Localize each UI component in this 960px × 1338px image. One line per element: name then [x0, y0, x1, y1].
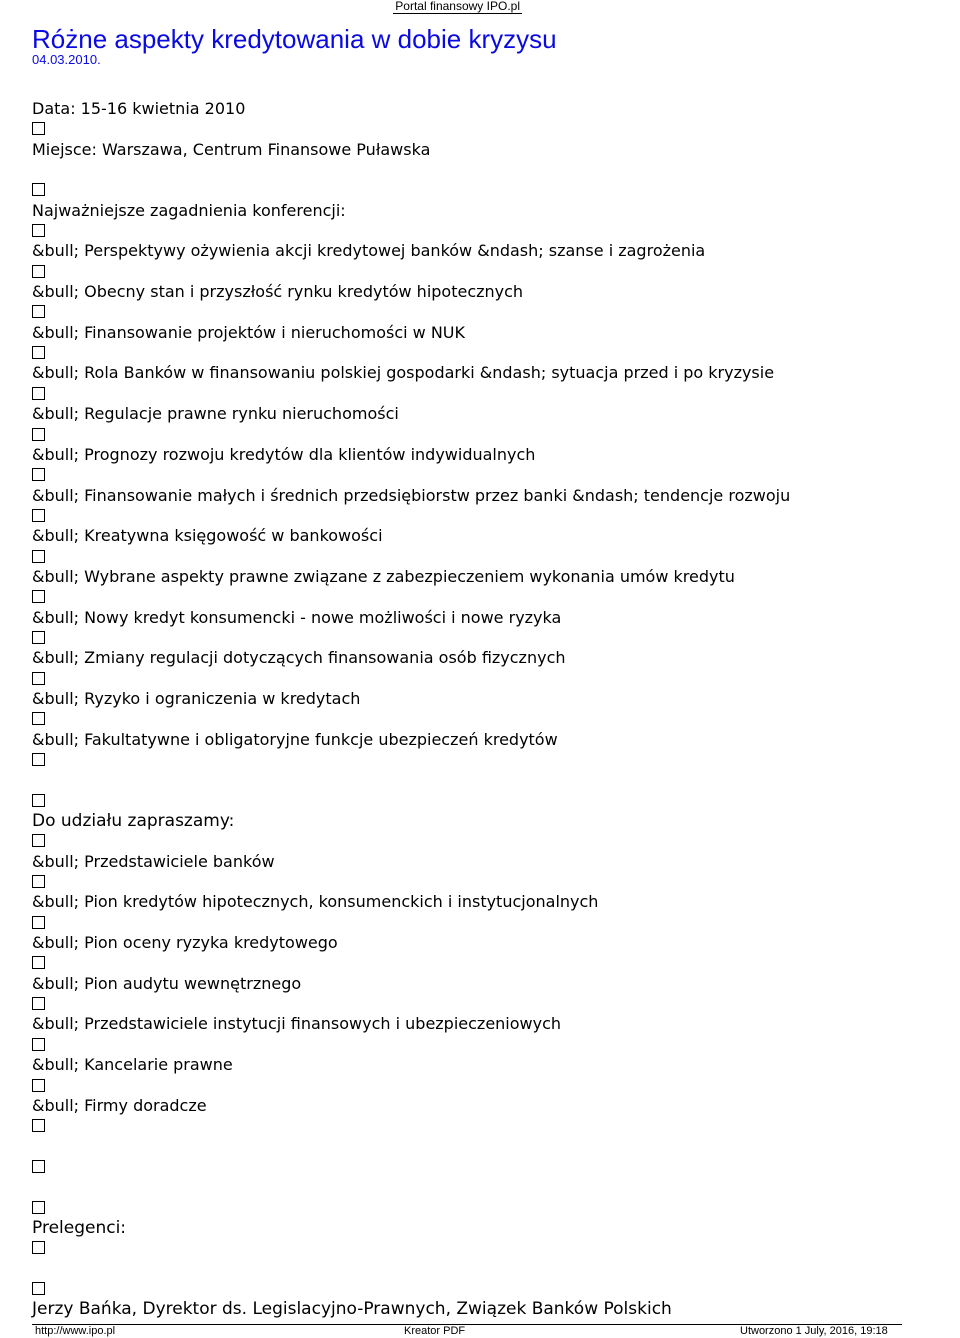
event-location: Miejsce: Warszawa, Centrum Finansowe Puławska — [32, 139, 431, 159]
placeholder-box-icon — [32, 791, 932, 811]
placeholder-box-icon — [32, 709, 932, 729]
blank-line — [32, 160, 932, 180]
placeholder-box-icon — [32, 262, 932, 282]
placeholder-box-icon — [32, 1157, 932, 1177]
placeholder-box-icon — [32, 628, 932, 648]
topic-item: &bull; Prognozy rozwoju kredytów dla klientów indywidualnych — [32, 444, 536, 464]
site-name-header: Portal finansowy IPO.pl — [395, 0, 520, 13]
event-date: Data: 15-16 kwietnia 2010 — [32, 99, 246, 118]
footer-url: http://www.ipo.pl — [35, 1325, 116, 1337]
topic-item: &bull; Zmiany regulacji dotyczących finansowania osób fizycznych — [32, 648, 566, 668]
placeholder-box-icon — [32, 384, 932, 404]
topic-item: &bull; Wybrane aspekty prawne związane z zabezpieczeniem wykonania umów kredytu — [32, 566, 735, 586]
placeholder-box-icon — [32, 302, 932, 322]
placeholder-box-icon — [32, 750, 932, 770]
placeholder-box-icon — [32, 465, 932, 485]
placeholder-box-icon — [32, 119, 932, 139]
invitee-item: &bull; Pion kredytów hipotecznych, konsumenckich i instytucjonalnych — [32, 892, 599, 912]
topic-item: &bull; Ryzyko i ograniczenia w kredytach — [32, 688, 361, 708]
placeholder-box-icon — [32, 221, 932, 241]
topic-item: &bull; Obecny stan i przyszłość rynku kredytów hipotecznych — [32, 282, 524, 302]
footer-generator: Kreator PDF — [404, 1325, 466, 1337]
article-date: 04.03.2010. — [32, 52, 101, 67]
topic-item: &bull; Fakultatywne i obligatoryjne funkcje ubezpieczeń kredytów — [32, 729, 558, 749]
placeholder-box-icon — [32, 547, 932, 567]
speaker-item: Jerzy Bańka, Dyrektor ds. Legislacyjno-Prawnych, Związek Banków Polskich — [32, 1299, 672, 1320]
blank-line — [32, 1177, 932, 1197]
topic-item: &bull; Finansowanie projektów i nieruchomości w NUK — [32, 322, 465, 342]
topic-item: &bull; Nowy kredyt konsumencki - nowe możliwości i nowe ryzyka — [32, 607, 562, 627]
footer-created: Utworzono 1 July, 2016, 19:18 — [740, 1325, 888, 1337]
invitee-item: &bull; Firmy doradcze — [32, 1095, 207, 1115]
page-footer — [0, 1324, 960, 1338]
blank-line — [32, 770, 932, 790]
placeholder-box-icon — [32, 953, 932, 973]
placeholder-box-icon — [32, 1198, 932, 1218]
placeholder-box-icon — [32, 425, 932, 445]
placeholder-box-icon — [32, 1035, 932, 1055]
topic-item: &bull; Finansowanie małych i średnich przedsiębiorstw przez banki &ndash; tendencje rozwoju — [32, 485, 791, 505]
placeholder-box-icon — [32, 587, 932, 607]
invitee-item: &bull; Pion oceny ryzyka kredytowego — [32, 933, 338, 953]
article-title: Różne aspekty kredytowania w dobie kryzysu — [32, 24, 557, 54]
blank-line — [32, 1137, 932, 1157]
topic-item: &bull; Rola Banków w finansowaniu polskiej gospodarki &ndash; sytuacja przed i po kryzysie — [32, 363, 775, 383]
invitee-item: &bull; Przedstawiciele banków — [32, 851, 275, 871]
placeholder-box-icon — [32, 1279, 932, 1299]
placeholder-box-icon — [32, 180, 932, 200]
topic-item: &bull; Kreatywna księgowość w bankowości — [32, 526, 383, 546]
invite-heading: Do udziału zapraszamy: — [32, 811, 235, 832]
topics-heading: Najważniejsze zagadnienia konferencji: — [32, 200, 346, 220]
placeholder-box-icon — [32, 831, 932, 851]
article-body — [32, 99, 932, 1320]
topic-item: &bull; Regulacje prawne rynku nieruchomości — [32, 404, 399, 424]
placeholder-box-icon — [32, 506, 932, 526]
invitee-item: &bull; Przedstawiciele instytucji finansowych i ubezpieczeniowych — [32, 1014, 562, 1034]
speakers-heading: Prelegenci: — [32, 1217, 127, 1238]
placeholder-box-icon — [32, 1238, 932, 1258]
placeholder-box-icon — [32, 913, 932, 933]
invitee-item: &bull; Kancelarie prawne — [32, 1055, 233, 1075]
placeholder-box-icon — [32, 343, 932, 363]
invitee-item: &bull; Pion audytu wewnętrznego — [32, 973, 302, 993]
placeholder-box-icon — [32, 994, 932, 1014]
placeholder-box-icon — [32, 1116, 932, 1136]
placeholder-box-icon — [32, 1076, 932, 1096]
topic-item: &bull; Perspektywy ożywienia akcji kredytowej banków &ndash; szanse i zagrożenia — [32, 241, 706, 261]
blank-line — [32, 1259, 932, 1279]
placeholder-box-icon — [32, 872, 932, 892]
placeholder-box-icon — [32, 669, 932, 689]
